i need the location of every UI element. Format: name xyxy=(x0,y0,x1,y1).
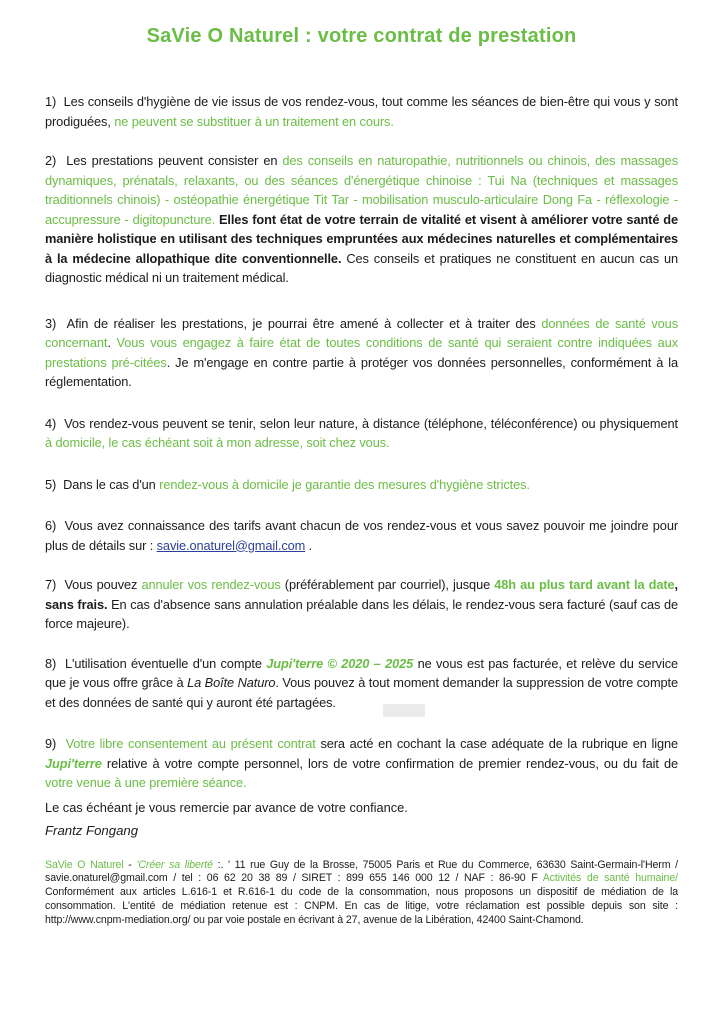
text-run: 2) Les prestations peuvent consister en xyxy=(45,153,283,168)
highlighted-text-run: SaVie O Naturel xyxy=(45,858,124,871)
highlighted-text-run: 48h au plus tard avant la date xyxy=(494,577,675,592)
signature: Frantz Fongang xyxy=(45,822,139,838)
paragraph-5 xyxy=(45,475,678,495)
paragraph-8 xyxy=(45,654,678,713)
text-run: (préférablement par courriel), jusque xyxy=(284,577,495,592)
contract-body xyxy=(45,92,678,841)
text-run: En cas d'absence sans annulation préalable dans les délais, le rendez-vous sera facturé (sauf cas de force majeure). xyxy=(45,596,678,631)
text-run: La Boîte Naturo xyxy=(187,675,276,690)
footer-legal xyxy=(45,859,678,928)
text-run: - xyxy=(123,858,137,871)
highlighted-text-run: à domicile, le cas échéant soit à mon adresse, soit chez vous. xyxy=(45,435,390,450)
text-run: 8) L'utilisation éventuelle d'un compte xyxy=(45,655,267,671)
paragraph-4 xyxy=(45,414,678,453)
text-run: relative à votre compte personnel, lors de votre confirmation de premier rendez-vous, ou du fait de xyxy=(101,755,678,771)
text-run: , sans frais. xyxy=(45,577,678,612)
text-run: ne vous est pas facturée, et relève du service que je vous offre grâce à xyxy=(45,655,679,690)
text-run: 3) Afin de réaliser les prestations, je pourrai être amené à collecter et à traiter des xyxy=(45,315,542,331)
text-run: Elles font état de votre terrain de vitalité et visent à améliorer votre santé de manière holistique en utilisant des techniques empruntées aux médecines naturelles et complémentaires à la médecine allopathique dite conventionnelle. xyxy=(45,211,678,266)
text-run: . xyxy=(107,335,117,350)
highlighted-text-run: ne peuvent se substituer à un traitement en cours. xyxy=(114,113,394,129)
text-run: :. ' 11 rue Guy de la Brosse, 75005 Paris et Rue du Commerce, 63630 Saint-Germain-l'Herm / savie.onaturel@gmail.com / tel : 06 62 20 38 89 / SIRET : 899 655 146 000 12 / NAF : 86-90 F xyxy=(45,858,678,885)
highlighted-text-run: annuler vos rendez-vous xyxy=(141,577,285,592)
scan-artifact xyxy=(383,704,425,717)
highlighted-text-run: Votre libre consentement au présent contrat xyxy=(65,736,321,751)
closing-line: Le cas échéant je vous remercie par avance de votre confiance. xyxy=(45,799,408,815)
highlighted-text-run: 'Créer sa liberté xyxy=(136,858,213,871)
text-run: . Je m'engage en contre partie à protéger vos données personnelles, conformément à la réglementation. xyxy=(45,354,678,389)
text-run: sera acté en cochant la case adéquate de la rubrique en ligne xyxy=(320,736,678,751)
paragraph-7 xyxy=(45,575,678,634)
paragraph-3 xyxy=(45,314,678,392)
highlighted-text-run: Jupi'terre © 2020 – 2025 xyxy=(266,655,414,671)
text-run: 5) Dans le cas d'un xyxy=(45,476,160,492)
highlighted-text-run: rendez-vous à domicile je garantie des mesures d'hygiène strictes. xyxy=(159,476,530,492)
highlighted-text-run: Jupi'terre xyxy=(45,755,102,771)
highlighted-text-run: données de santé vous concernant xyxy=(45,315,679,350)
paragraph-6 xyxy=(45,516,678,555)
text-run: 4) Vos rendez-vous peuvent se tenir, selon leur nature, à distance (téléphone, téléconférence) ou physiquement xyxy=(45,415,678,431)
paragraph-9 xyxy=(45,734,678,793)
text-run: Conformément aux articles L.616-1 et R.616-1 du code de la consommation, nous proposons un dispositif de médiation de la consommation. L'entité de médiation retenue est : CNPM. En cas de litige, votre réclamation est possible depuis son site : http://www.cnpm-mediation.org/ ou par voie postale en écrivant à 27, avenue de la Libération, 42400 Saint-Chamond. xyxy=(45,886,678,926)
text-run: . Vous pouvez à tout moment demander la suppression de votre compte et des données de santé qui y auront été partagées. xyxy=(45,675,678,710)
text-run: 6) Vous avez connaissance des tarifs avant chacun de vos rendez-vous et vous savez pouvoir me joindre pour plus de détails sur : xyxy=(45,518,678,553)
text-run: Ces conseils et pratiques ne constituent en aucun cas un diagnostic médical ni un traitement médical. xyxy=(45,250,678,285)
text-run: 9) xyxy=(45,736,66,751)
highlighted-text-run: Activités de santé humaine/ xyxy=(542,872,678,885)
highlighted-text-run: des conseils en naturopathie, nutritionnels ou chinois, des massages dynamiques, prénatals, relaxants, ou des séances d'énergétique chinoise : Tui Na (techniques et massages traditionnels chinois) - ostéopathie énergétique Tit Tar - mobilisation musculo-articulaire Dong Fa - réflexologie - accupressure - digitopuncture. xyxy=(45,153,678,227)
highlighted-text-run: Vous vous engagez à faire état de toutes conditions de santé qui seraient contre indiquées aux prestations pré-citées xyxy=(45,335,678,370)
paragraph-2 xyxy=(45,151,678,288)
paragraph-1 xyxy=(45,92,678,131)
email-link[interactable]: savie.onaturel@gmail.com xyxy=(156,537,306,553)
document-title: SaVie O Naturel : votre contrat de prestation xyxy=(146,25,577,47)
text-run: 1) Les conseils d'hygiène de vie issus de vos rendez-vous, tout comme les séances de bien-être qui vous y sont prodiguées, xyxy=(45,94,678,129)
text-run: 7) Vous pouvez xyxy=(45,577,142,592)
highlighted-text-run: votre venue à une première séance. xyxy=(45,775,247,790)
text-run: . xyxy=(305,537,313,553)
